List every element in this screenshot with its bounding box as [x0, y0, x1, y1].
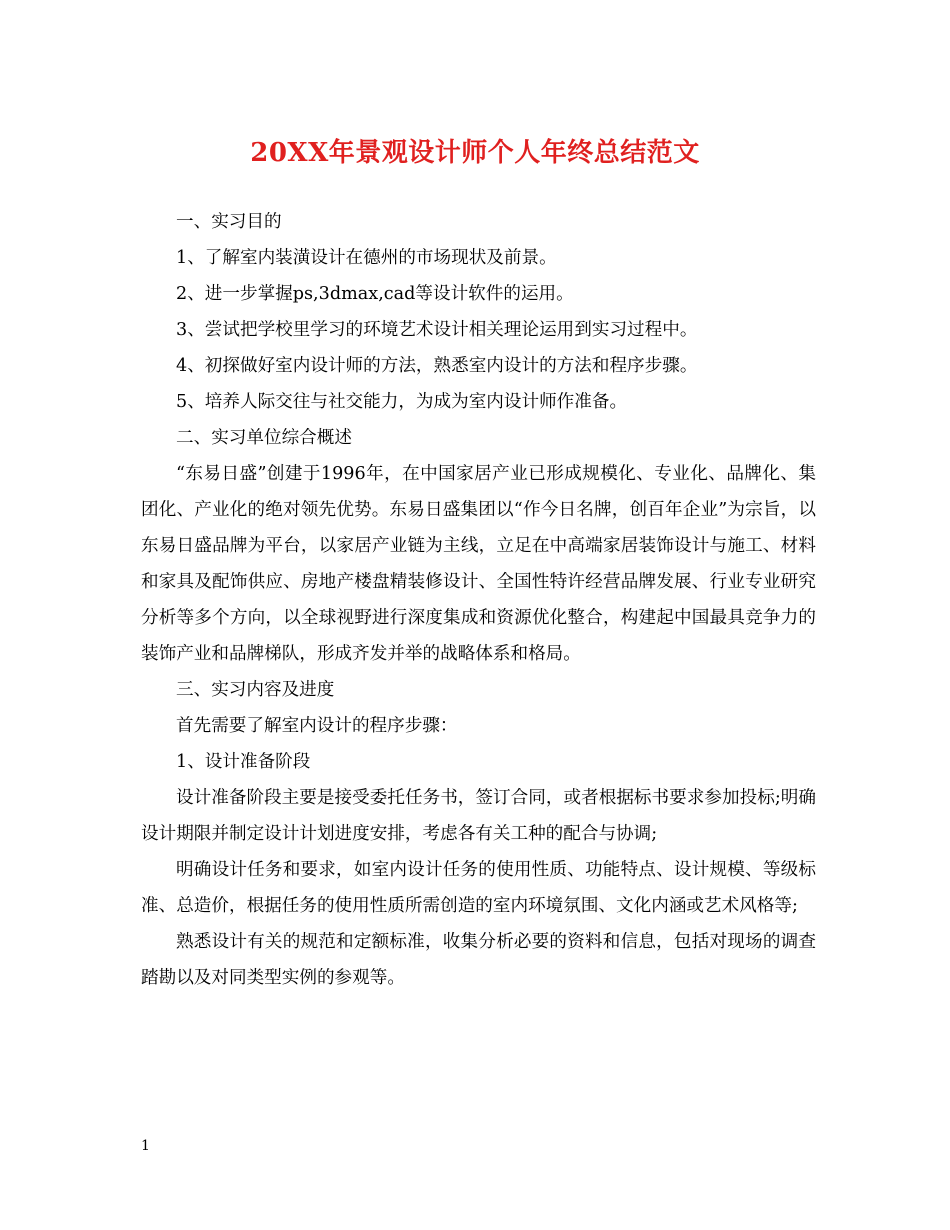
list-item: 2、进一步掌握ps,3dmax,cad等设计软件的运用。 — [176, 284, 574, 304]
list-item: 3、尝试把学校里学习的环境艺术设计相关理论运用到实习过程中。 — [176, 320, 698, 340]
list-item: 4、初探做好室内设计师的方法，熟悉室内设计的方法和程序步骤。 — [176, 356, 698, 376]
body-paragraph: 熟悉设计有关的规范和定额标准，收集分析必要的资料和信息，包括对现场的调查踏勘以及对同类型实例的参观等。 — [141, 932, 816, 988]
list-item: 1、了解室内装潢设计在德州的市场现状及前景。 — [176, 248, 557, 268]
page-number: 1 — [141, 1138, 150, 1154]
body-paragraph: 首先需要了解室内设计的程序步骤： — [176, 716, 458, 736]
document-body — [141, 204, 816, 996]
section-heading: 二、实习单位综合概述 — [176, 428, 352, 448]
body-paragraph: 明确设计任务和要求，如室内设计任务的使用性质、功能特点、设计规模、等级标准、总造价，根据任务的使用性质所需创造的室内环境氛围、文化内涵或艺术风格等; — [141, 860, 816, 916]
section-heading: 一、实习目的 — [176, 212, 282, 232]
section-heading: 三、实习内容及进度 — [176, 680, 335, 700]
body-paragraph: 设计准备阶段主要是接受委托任务书，签订合同，或者根据标书要求参加投标;明确设计期限并制定设计计划进度安排，考虑各有关工种的配合与协调; — [141, 788, 816, 844]
document-title: 20XX年景观设计师个人年终总结范文 — [250, 138, 700, 168]
body-paragraph: “东易日盛”创建于1996年，在中国家居产业已形成规模化、专业化、品牌化、集团化、产业化的绝对领先优势。东易日盛集团以“作今日名牌，创百年企业”为宗旨，以东易日盛品牌为平台，以家居产业链为主线，立足在中高端家居装饰设计与施工、材料和家具及配饰供应、房地产楼盘精装修设计、全国性特许经营品牌发展、行业专业研究分析等多个方向，以全球视野进行深度集成和资源优化整合，构建起中国最具竞争力的装饰产业和品牌梯队，形成齐发并举的战略体系和格局。 — [141, 464, 816, 664]
list-item: 5、培养人际交往与社交能力，为成为室内设计师作准备。 — [176, 392, 628, 412]
subsection-heading: 1、设计准备阶段 — [176, 752, 311, 772]
